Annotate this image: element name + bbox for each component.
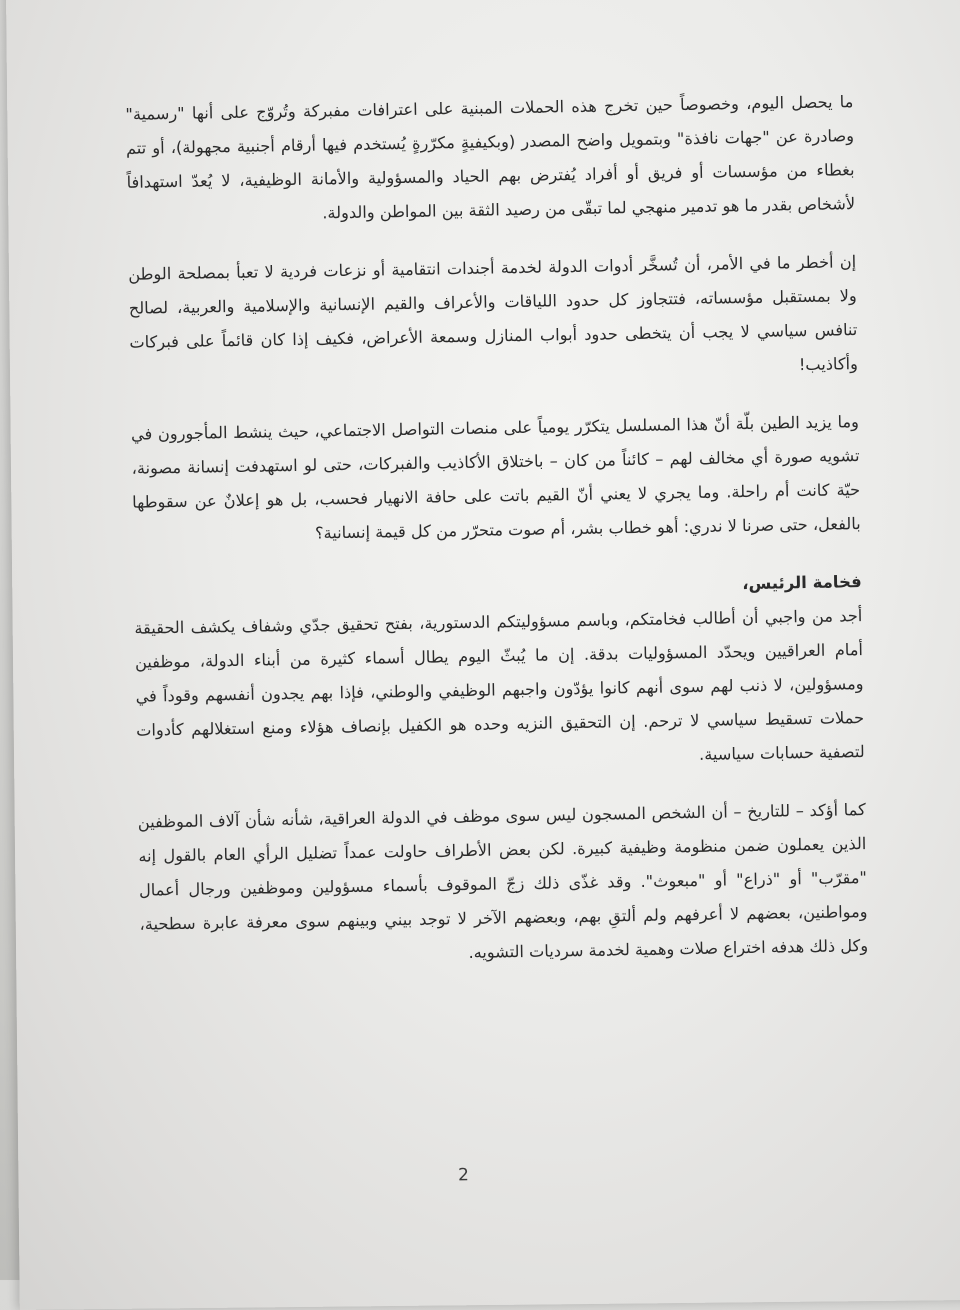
page-number: 2 <box>457 1165 469 1186</box>
paragraph-1: ما يحصل اليوم، وخصوصاً حين تخرج هذه الحملات المبنية على اعترافات مفبركة وتُروّج على أنها "رسمية" وصادرة عن "جهات نافذة" وبتمويل واضح المصدر (وبكيفيةٍ مكرّرةٍ يُستخدم فيها أرقام أجنبية مجهولة)، أو تتم بغطاء من مؤسسات أو فريق أو أفراد يُفترض بهم الحياد والمسؤولية والأمانة الوظيفية، لا يُعدّ استهدافاً لأشخاص بقدر ما هو تدمير منهجي لما تبقّى من رصيد الثقة بين المواطن والدولة. <box>125 92 856 223</box>
document-page <box>6 0 960 1310</box>
paragraph-3: وما يزيد الطين بلّة أنّ هذا المسلسل يتكرّر يومياً على منصات التواصل الاجتماعي، حيث ينشط المأجورون في تشويه صورة أي مخالف لهم – كائناً من كان – باختلاق الأكاذيب والفبركات، حتى لو استهدفت إنسانة مصونة، حيّة كانت أم راحلة. وما يجري لا يعني أنّ القيم باتت على حافة الانهيار فحسب، بل هو إعلانٌ عن سقوطها بالفعل، حتى صرنا لا ندري: أهو خطاب بشر، أم صوت متحرّر من كل قيمة إنسانية؟ <box>130 412 861 543</box>
paragraph-5: كما أؤكد – للتاريخ – أن الشخص المسجون ليس سوى موظف في الدولة العراقية، شأنه شأن آلاف الموظفين الذين يعملون ضمن منظومة وظيفية كبيرة. لكن بعض الأطراف حاولت عمداً تضليل الرأي العام بالقول إنه "مقرّب" أو "ذراع" أو "مبعوث". وقد غذّى ذلك زجّ الموقوف بأسماء مسؤولين وموظفين ورجال أعمال ومواطنين، بعضهم لا أعرفهم ولم ألتقِ بهم، وبعضهم الآخر لا توجد بيني وبينهم سوى معرفة عابرة سطحية، وكل ذلك هدفه اختراع صلات وهمية لخدمة سرديات التشويه. <box>137 800 869 962</box>
paragraph-4: أجد من واجبي أن أطالب فخامتكم، وباسم مسؤوليتكم الدستورية، بفتح تحقيق جدّي وشفاف يكشف الحقيقة أمام العراقيين ويحدّد المسؤوليات بدقة. إن ما يُبثّ اليوم يطال أسماء كثيرة من أبناء الدولة، موظفين ومسؤولين، لا ذنب لهم سوى أنهم كانوا يؤدّون واجبهم الوظيفي والوطني، فإذا بهم يجدون أنفسهم وقوداً في حملات تسقيط سياسي لا ترحم. إن التحقيق النزيه وحده هو الكفيل بإنصاف هؤلاء ومنع استغلالهم كأدوات لتصفية حسابات سياسية. <box>134 606 865 764</box>
document-body <box>125 85 869 1000</box>
section-heading: فخامة الرئيس، <box>742 572 862 594</box>
paragraph-2: إن أخطر ما في الأمر، أن تُسخَّر أدوات الدولة لخدمة أجندات انتقامية أو نزعات فردية لا تعبأ بمصلحة الوطن ولا بمستقبل مؤسساته، فتتجاوز كل حدود اللياقات والأعراف والقيم الإنسانية والإسلامية والعربية، لصالح تنافس سياسي لا يجب أن يتخطى حدود أبواب المنازل وسمعة الأعراض، فكيف إذا كان قائماً على فبركات وأكاذيب! <box>128 252 859 375</box>
